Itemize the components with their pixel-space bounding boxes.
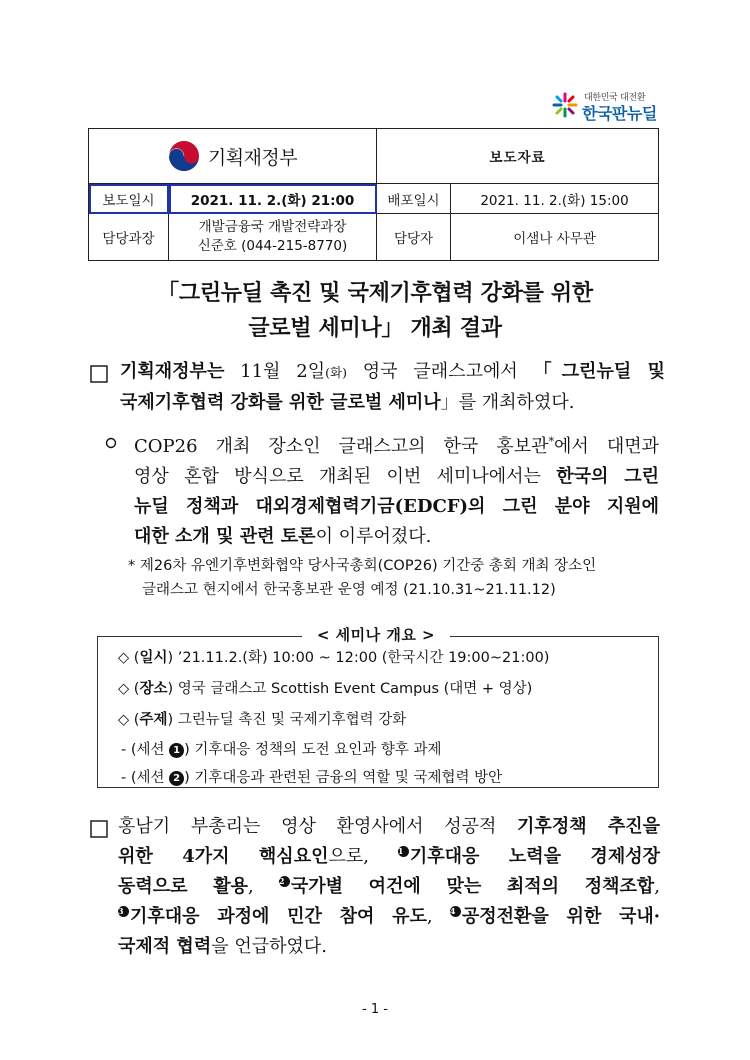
paragraph-3: [118, 812, 660, 962]
logo-slogan: 대한민국 대전환: [584, 93, 646, 103]
new-deal-mark-icon: [552, 92, 578, 118]
para2-line-3: 뉴딜 정책과 대외경제협력기금(EDCF)의 그린 분야 지원에: [134, 496, 659, 517]
para1-line-1: 기획재정부는 11월 2일(화) 영국 글래스고에서 「그린뉴딜 및: [120, 361, 665, 382]
footnote-line-2: 글래스고 현지에서 한국홍보관 운영 예정 (21.10.31~21.11.12): [142, 582, 556, 598]
headline-line-1: 「그린뉴딜 촉진 및 국제기후협력 강화를 위한: [157, 281, 593, 306]
paragraph-2: [134, 427, 659, 552]
ministry-cell: [89, 129, 377, 184]
department-head-value: [169, 214, 377, 261]
press-release-title: 보도자료: [377, 129, 659, 184]
session-1-number-icon: 1: [169, 743, 184, 758]
department-contact: 신준호 (044-215-8770): [197, 238, 348, 254]
distribute-time-value: 2021. 11. 2.(화) 15:00: [451, 184, 659, 214]
seminar-topic-line: ◇ (주제) 그린뉴딜 촉진 및 국제기후협력 강화: [118, 712, 407, 728]
footnote-line-1: * 제26차 유엔기후변화협약 당사국총회(COP26) 기간중 총회 개최 장소인: [128, 558, 597, 574]
session-2-number-icon: 2: [169, 771, 184, 786]
seminar-date-line: ◇ (일시) ’21.11.2.(화) 10:00 ~ 12:00 (한국시간 19:00~21:00): [118, 650, 550, 666]
release-time-label: 보도일시: [89, 184, 169, 214]
square-bullet-icon: [89, 819, 109, 839]
diamond-bullet-icon: ◇: [118, 681, 130, 697]
factor-1-number-icon: 1: [398, 846, 409, 857]
para1-line-2: 국제기후협력 강화를 위한 글로벌 세미나」를 개최하였다.: [120, 392, 575, 413]
factor-3-number-icon: 3: [118, 906, 129, 917]
page-number: - 1 -: [362, 1002, 388, 1017]
para3-line-1: 홍남기 부총리는 영상 환영사에서 성공적 기후정책 추진을: [118, 816, 660, 837]
headline: [60, 276, 690, 346]
diamond-bullet-icon: ◇: [118, 712, 130, 728]
seminar-place-line: ◇ (장소) 영국 글래스고 Scottish Event Campus (대면 + 영상): [118, 681, 533, 697]
circle-bullet-icon: [104, 436, 118, 450]
seminar-session-2: - (세션 2 ) 기후대응과 관련된 금융의 역할 및 국제협력 방안: [121, 770, 503, 786]
para2-line-2: 영상 혼합 방식으로 개최된 이번 세미나에서는 한국의 그린: [134, 466, 659, 487]
paragraph-1: [120, 357, 665, 418]
korean-new-deal-logo: [552, 88, 662, 126]
factor-4-number-icon: 4: [450, 906, 461, 917]
press-header-table: [88, 128, 659, 261]
seminar-session-1: - (세션 1 ) 기후대응 정책의 도전 요인과 향후 과제: [121, 742, 442, 758]
headline-line-2: 글로벌 세미나」 개최 결과: [248, 316, 502, 341]
department-head-label: 담당과장: [89, 214, 169, 261]
distribute-time-label: 배포일시: [377, 184, 451, 214]
diamond-bullet-icon: ◇: [118, 650, 130, 666]
para2-line-1: COP26 개최 장소인 글래스고의 한국 홍보관*에서 대면과: [134, 435, 659, 457]
department-name: 개발금융국 개발전략과장: [198, 219, 347, 235]
person-in-charge-label: 담당자: [377, 214, 451, 261]
ministry-name: 기획재정부: [207, 146, 298, 169]
government-emblem-icon: [168, 140, 200, 172]
footnote: [128, 554, 596, 602]
para2-line-4: 대한 소개 및 관련 토론이 이루어졌다.: [134, 526, 432, 547]
logo-title: 한국판뉴딜: [582, 104, 657, 123]
para3-line-4: 3 기후대응 과정에 민간 참여 유도, 4 공정전환을 위한 국내·: [118, 906, 661, 927]
seminar-overview-title: < 세미나 개요 >: [302, 624, 450, 645]
factor-2-number-icon: 2: [279, 876, 290, 887]
square-bullet-icon: [89, 364, 109, 384]
para3-line-3: 동력으로 활용, 2 국가별 여건에 맞는 최적의 정책조합,: [118, 876, 660, 897]
person-in-charge-value: 이샘나 사무관: [451, 214, 659, 261]
release-time-value: 2021. 11. 2.(화) 21:00: [169, 184, 377, 214]
para3-line-2: 위한 4가지 핵심요인으로, 1 기후대응 노력을 경제성장: [118, 846, 660, 867]
para3-line-5: 국제적 협력을 언급하였다.: [118, 936, 327, 957]
